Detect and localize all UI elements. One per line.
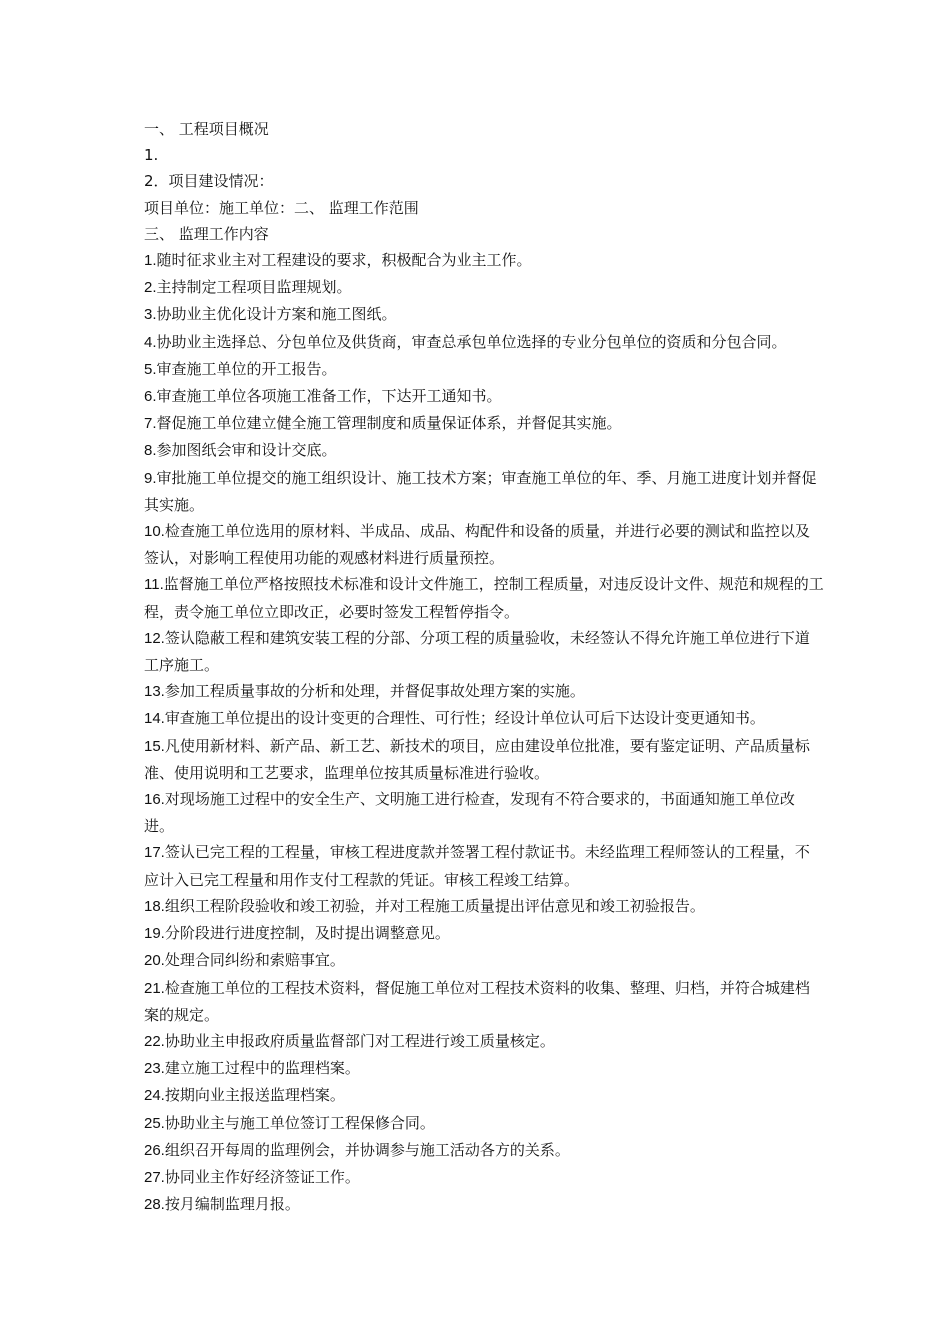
list-item-text: 协助业主优化设计方案和施工图纸。 (156, 305, 397, 324)
list-item-number: 18. (144, 897, 165, 915)
list-item-number: 7. (144, 415, 157, 433)
list-item (144, 893, 824, 920)
list-item-number: 9. (144, 469, 157, 487)
list-item (144, 1110, 824, 1137)
list-item-text: 协同业主作好经济签证工作。 (164, 1167, 360, 1186)
list-item-number: 15. (144, 737, 165, 755)
list-item-number: 4. (144, 333, 157, 351)
list-item (144, 356, 824, 383)
list-item-number: 26. (144, 1141, 165, 1159)
list-item-text: 组织工程阶段验收和竣工初验，并对工程施工质量提出评估意见和竣工初验报告。 (164, 896, 705, 915)
list-item-text: 协助业主与施工单位签订工程保修合同。 (164, 1113, 435, 1132)
list-item-number: 19. (144, 925, 165, 943)
list-item (144, 975, 824, 1028)
list-item (144, 274, 824, 301)
list-item-text: 审查施工单位的开工报告。 (156, 359, 337, 378)
list-item (144, 247, 824, 274)
list-item (144, 465, 824, 518)
list-item-text: 对现场施工过程中的安全生产、文明施工进行检查，发现有不符合要求的，书面通知施工单位改进。 (144, 790, 795, 836)
list-item (144, 839, 824, 892)
list-item-number: 6. (144, 388, 157, 406)
list-item (144, 301, 824, 328)
list-item-number: 28. (144, 1196, 165, 1214)
list-item (144, 786, 824, 839)
list-item (144, 518, 824, 571)
list-item-text: 监督施工单位严格按照技术标准和设计文件施工，控制工程质量，对违反设计文件、规范和规程的工程，责令施工单位立即改正，必要时签发工程暂停指令。 (144, 575, 824, 621)
list-item (144, 1055, 824, 1082)
list-item-text: 参加图纸会审和设计交底。 (156, 441, 337, 460)
list-item-number: 24. (144, 1087, 165, 1105)
list-item-number: 1. (144, 252, 157, 270)
list-item-number: 14. (144, 710, 165, 728)
list-item-number: 27. (144, 1168, 165, 1186)
document-body (144, 116, 824, 1218)
list-item (144, 705, 824, 732)
list-item (144, 733, 824, 786)
list-item-number: 11. (144, 576, 164, 594)
list-item-number: 13. (144, 683, 165, 701)
list-item-text: 按月编制监理月报。 (164, 1195, 300, 1214)
list-item (144, 1137, 824, 1164)
list-item (144, 1028, 824, 1055)
list-item-text: 签认隐蔽工程和建筑安装工程的分部、分项工程的质量验收，未经签认不得允许施工单位进行下道工序施工。 (144, 628, 810, 675)
list-item (144, 947, 824, 974)
list-item-text: 协助业主选择总、分包单位及供货商，审查总承包单位选择的专业分包单位的资质和分包合同。 (156, 332, 787, 351)
section-heading-overview: 一、 工程项目概况 (144, 120, 269, 138)
list-item-text: 主持制定工程项目监理规划。 (156, 278, 352, 297)
list-item-number: 12. (144, 629, 165, 647)
list-item-number: 25. (144, 1114, 165, 1132)
list-item-text: 按期向业主报送监理档案。 (164, 1086, 345, 1105)
list-item-text: 参加工程质量事故的分析和处理，并督促事故处理方案的实施。 (164, 682, 585, 701)
list-item-number: 21. (144, 979, 165, 997)
work-content-list (144, 247, 824, 1218)
list-item (144, 383, 824, 410)
list-item (144, 410, 824, 437)
overview-item-1: 1. (144, 146, 159, 165)
list-item (144, 678, 824, 705)
list-item-number: 5. (144, 360, 157, 378)
list-item-number: 2. (144, 279, 157, 297)
list-item-number: 3. (144, 306, 157, 324)
list-item-text: 审查施工单位提出的设计变更的合理性、可行性；经设计单位认可后下达设计变更通知书。 (164, 709, 765, 728)
list-item-text: 检查施工单位的工程技术资料，督促施工单位对工程技术资料的收集、整理、归档，并符合城建档案的规定。 (144, 978, 810, 1024)
list-item (144, 625, 824, 678)
list-item-text: 组织召开每周的监理例会，并协调参与施工活动各方的关系。 (164, 1140, 570, 1159)
list-item-number: 22. (144, 1032, 165, 1050)
list-item-text: 督促施工单位建立健全施工管理制度和质量保证体系，并督促其实施。 (156, 414, 622, 433)
list-item-text: 建立施工过程中的监理档案。 (164, 1059, 360, 1078)
list-item (144, 920, 824, 947)
list-item-number: 16. (144, 791, 165, 809)
list-item-text: 签认已完工程的工程量，审核工程进度款并签署工程付款证书。未经监理工程师签认的工程量，不应计入已完工程量和用作支付工程款的凭证。审核工程竣工结算。 (144, 843, 810, 889)
section-heading-content: 三、 监理工作内容 (144, 224, 269, 243)
list-item-text: 处理合同纠纷和索赔事宜。 (164, 951, 345, 970)
list-item (144, 329, 824, 356)
list-item-number: 23. (144, 1060, 165, 1078)
list-item-text: 随时征求业主对工程建设的要求，积极配合为业主工作。 (156, 251, 532, 270)
list-item-number: 17. (144, 844, 165, 862)
list-item (144, 571, 824, 624)
list-item (144, 1082, 824, 1109)
list-item-text: 协助业主申报政府质量监督部门对工程进行竣工质量核定。 (164, 1031, 555, 1050)
list-item-number: 8. (144, 442, 157, 460)
list-item-text: 审查施工单位各项施工准备工作，下达开工通知书。 (156, 387, 502, 406)
list-item (144, 1191, 824, 1218)
overview-item-2: 2．项目建设情况： (144, 172, 274, 191)
list-item-number: 10. (144, 523, 165, 541)
list-item-text: 检查施工单位选用的原材料、半成品、成品、构配件和设备的质量，并进行必要的测试和监控以及签认，对影响工程使用功能的观感材料进行质量预控。 (144, 522, 810, 568)
list-item (144, 437, 824, 464)
list-item-text: 审批施工单位提交的施工组织设计、施工技术方案；审查施工单位的年、季、月施工进度计划并督促其实施。 (144, 468, 817, 514)
list-item (144, 1164, 824, 1191)
list-item-text: 凡使用新材料、新产品、新工艺、新技术的项目，应由建设单位批准，要有鉴定证明、产品质量标准、使用说明和工艺要求，监理单位按其质量标准进行验收。 (144, 736, 810, 782)
list-item-number: 20. (144, 952, 165, 970)
project-units-line: 项目单位：施工单位：二、 监理工作范围 (144, 198, 419, 217)
list-item-text: 分阶段进行进度控制，及时提出调整意见。 (164, 924, 450, 943)
